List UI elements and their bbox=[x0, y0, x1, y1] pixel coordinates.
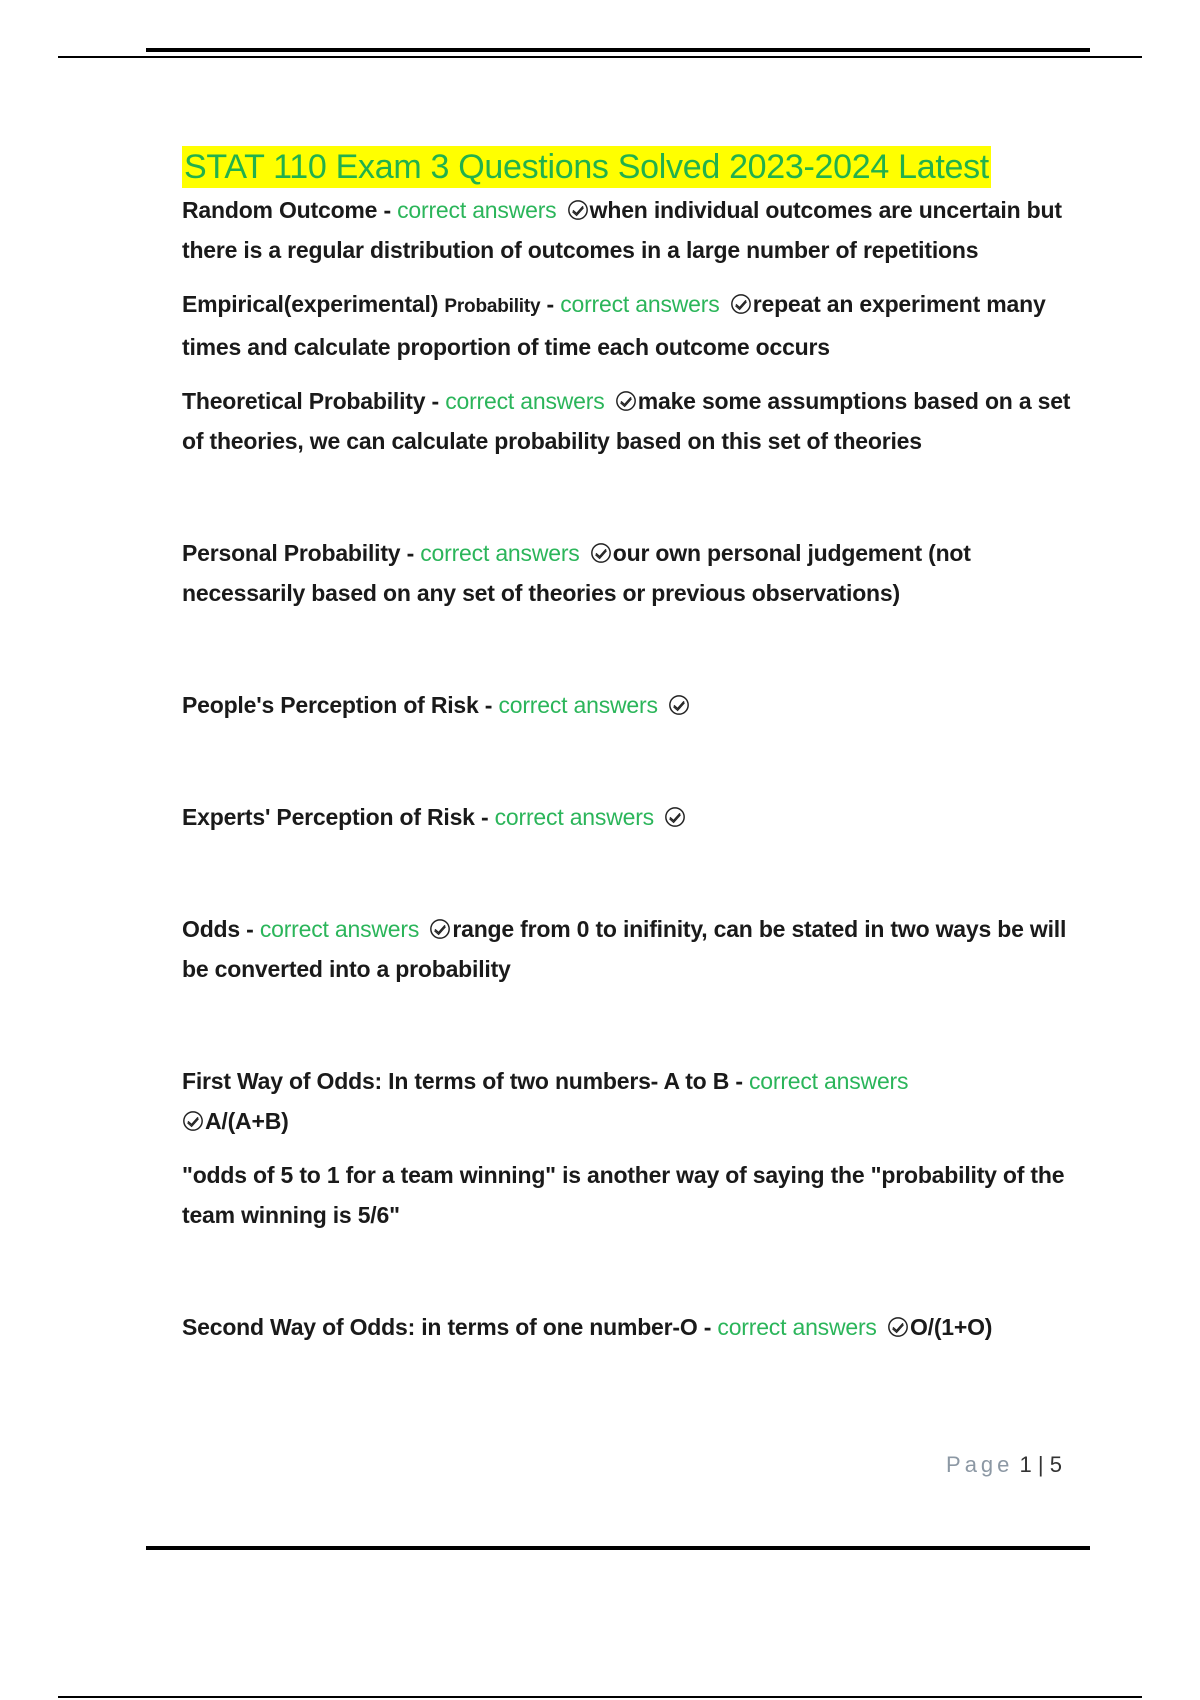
check-icon bbox=[887, 1316, 909, 1338]
separator: - bbox=[377, 197, 398, 223]
header-rule-thick bbox=[146, 48, 1090, 52]
qa-item-peoples-perception-of-risk bbox=[182, 685, 1092, 725]
qa-item-theoretical-probability bbox=[182, 381, 1092, 461]
check-icon bbox=[668, 694, 690, 716]
footer-rule-thick bbox=[146, 1546, 1090, 1550]
answer-text: range from 0 to inifinity, can be stated in two ways be will be converted into a probability bbox=[182, 916, 1067, 982]
correct-answers-label: correct answers bbox=[560, 291, 720, 317]
correct-answers-label: correct answers bbox=[717, 1314, 877, 1340]
term: Odds bbox=[182, 916, 240, 942]
separator: - bbox=[239, 916, 260, 942]
qa-item-personal-probability bbox=[182, 533, 1092, 613]
qa-item-experts-perception-of-risk bbox=[182, 797, 1092, 837]
separator: - bbox=[474, 804, 495, 830]
correct-answers-label: correct answers bbox=[494, 804, 654, 830]
document-body bbox=[182, 146, 1092, 1347]
note-text: "odds of 5 to 1 for a team winning" is another way of saying the "probability of the team winning is 5/6" bbox=[182, 1162, 1065, 1228]
qa-item-random-outcome bbox=[182, 190, 1092, 270]
separator: - bbox=[400, 540, 421, 566]
footer-rule-thin bbox=[58, 1696, 1142, 1698]
answer-text: make some assumptions based on a set of theories, we can calculate probability based on this set of theories bbox=[182, 388, 1071, 454]
term: People's Perception of Risk bbox=[182, 692, 479, 718]
separator: - bbox=[697, 1314, 718, 1340]
term: Theoretical Probability bbox=[182, 388, 426, 414]
check-icon bbox=[664, 806, 686, 828]
term: First Way of Odds: In terms of two numbers- A to B bbox=[182, 1068, 730, 1094]
correct-answers-label: correct answers bbox=[259, 916, 420, 942]
term: Personal Probability bbox=[182, 540, 401, 566]
check-icon bbox=[730, 293, 752, 315]
term: Empirical(experimental) bbox=[182, 291, 439, 317]
term-suffix: Probability bbox=[444, 296, 541, 317]
qa-item-second-way-of-odds bbox=[182, 1307, 1092, 1347]
page-number bbox=[946, 1452, 1062, 1478]
qa-item-first-way-of-odds bbox=[182, 1061, 1092, 1141]
correct-answers-label: correct answers bbox=[445, 388, 605, 414]
correct-answers-label: correct answers bbox=[748, 1068, 909, 1094]
qa-item-odds bbox=[182, 909, 1092, 989]
page-current: 1 bbox=[1019, 1452, 1032, 1477]
term: Second Way of Odds: in terms of one number-O bbox=[182, 1314, 698, 1340]
check-icon bbox=[615, 390, 637, 412]
separator: - bbox=[425, 388, 446, 414]
qa-note-odds-example bbox=[182, 1155, 1092, 1235]
answer-text: repeat an experiment many times and calculate proportion of time each outcome occurs bbox=[182, 291, 1046, 360]
correct-answers-label: correct answers bbox=[498, 692, 658, 718]
answer-text: O/(1+O) bbox=[909, 1314, 993, 1340]
separator: - bbox=[729, 1068, 749, 1094]
separator: - bbox=[478, 692, 499, 718]
header-rule-thin bbox=[58, 56, 1142, 58]
check-icon bbox=[567, 199, 589, 221]
page-total: 5 bbox=[1049, 1452, 1062, 1477]
check-icon bbox=[590, 542, 612, 564]
answer-text: our own personal judgement (not necessarily based on any set of theories or previous observations) bbox=[182, 540, 971, 606]
correct-answers-label: correct answers bbox=[420, 540, 580, 566]
check-icon bbox=[429, 918, 451, 940]
answer-text: when individual outcomes are uncertain but there is a regular distribution of outcomes in a large number of repetitions bbox=[182, 197, 1062, 263]
term: Random Outcome bbox=[182, 197, 378, 223]
qa-item-empirical-probability bbox=[182, 284, 1092, 367]
separator: - bbox=[540, 291, 561, 317]
page-label: Page bbox=[946, 1452, 1014, 1477]
correct-answers-label: correct answers bbox=[397, 197, 557, 223]
page-separator: | bbox=[1037, 1452, 1044, 1477]
page-title: STAT 110 Exam 3 Questions Solved 2023-2024 Latest bbox=[184, 148, 989, 186]
answer-text: A/(A+B) bbox=[205, 1108, 289, 1134]
check-icon bbox=[182, 1110, 204, 1132]
term: Experts' Perception of Risk bbox=[182, 804, 475, 830]
